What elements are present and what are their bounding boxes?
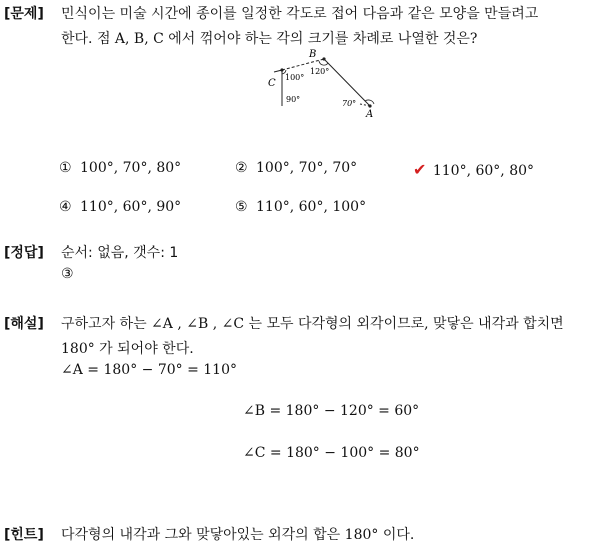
equation-b: ∠B = 180° − 120° = 60° bbox=[243, 403, 420, 419]
hint-text: 다각형의 내각과 그와 맞닿아있는 외각의 합은 180° 이다. bbox=[61, 527, 415, 543]
label-a: A bbox=[366, 109, 374, 120]
angle-down-label: 90° bbox=[286, 95, 301, 104]
option-5-marker: ⑤ bbox=[235, 199, 248, 215]
label-c: C bbox=[268, 78, 276, 89]
option-4-marker: ④ bbox=[59, 199, 72, 215]
option-4-text: 110°, 60°, 90° bbox=[80, 199, 182, 215]
checkmark-icon: ✔ bbox=[413, 160, 427, 179]
option-3[interactable] bbox=[413, 160, 534, 179]
angle-a-label: 70° bbox=[342, 99, 357, 108]
option-1-text: 100°, 70°, 80° bbox=[80, 160, 182, 176]
option-2-marker: ② bbox=[235, 160, 248, 176]
point-a bbox=[368, 104, 371, 107]
answer-line-2: ③ bbox=[61, 266, 74, 282]
answer-line-1: 순서: 없음, 갯수: 1 bbox=[61, 245, 179, 261]
folded-paper-figure bbox=[262, 44, 390, 120]
option-2[interactable] bbox=[235, 160, 357, 176]
hint-label: [힌트] bbox=[4, 527, 44, 543]
option-5-text: 110°, 60°, 100° bbox=[256, 199, 367, 215]
option-3-text: 110°, 60°, 80° bbox=[432, 163, 535, 179]
point-b bbox=[322, 57, 325, 60]
equation-c: ∠C = 180° − 100° = 80° bbox=[243, 445, 420, 461]
explanation-line-2: 180° 가 되어야 한다. bbox=[61, 341, 194, 357]
point-c bbox=[280, 68, 283, 71]
problem-label: [문제] bbox=[4, 6, 44, 22]
option-5[interactable] bbox=[235, 199, 366, 215]
option-1[interactable] bbox=[59, 160, 181, 176]
problem-line-2: 한다. 점 A, B, C 에서 꺾어야 하는 각의 크기를 차례로 나열한 것은? bbox=[61, 31, 478, 47]
explanation-line-1: 구하고자 하는 ∠A , ∠B , ∠C 는 모두 다각형의 외각이므로, 맞닿은 내각과 합치면 bbox=[61, 316, 564, 332]
option-1-marker: ① bbox=[59, 160, 72, 176]
angle-b-label: 120° bbox=[310, 67, 330, 76]
problem-line-1: 민식이는 미술 시간에 종이를 일정한 각도로 접어 다음과 같은 모양을 만들려고 bbox=[61, 6, 539, 22]
option-2-text: 100°, 70°, 70° bbox=[256, 160, 358, 176]
angle-c-label: 100° bbox=[285, 73, 305, 82]
label-b: B bbox=[309, 49, 317, 60]
option-4[interactable] bbox=[59, 199, 181, 215]
equation-a: ∠A = 180° − 70° = 110° bbox=[61, 362, 237, 378]
answer-label: [정답] bbox=[4, 245, 44, 261]
explanation-label: [해설] bbox=[4, 316, 44, 332]
